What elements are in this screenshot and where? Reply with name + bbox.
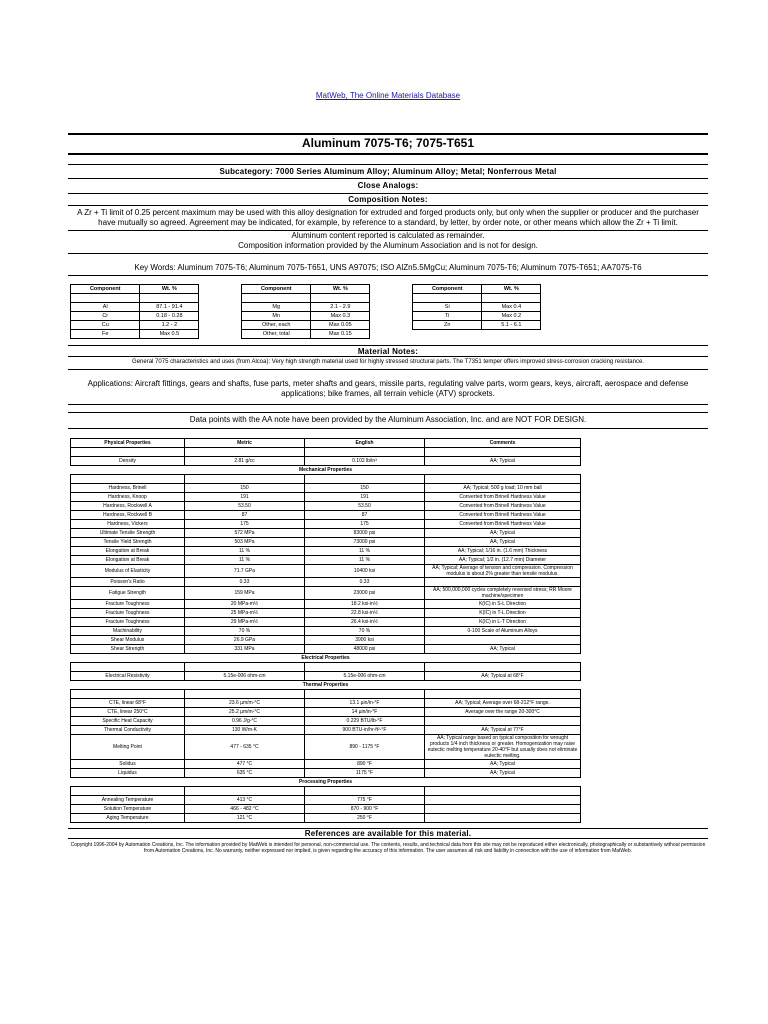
datapoints-note: Data points with the AA note have been provided by the Aluminum Association, Inc. and are NOT FOR DESIGN. (189, 415, 587, 424)
english-value: 0.229 BTU/lb-°F (305, 717, 425, 726)
metric-value: 53.50 (185, 502, 305, 511)
english-value: 870 - 900 °F (305, 805, 425, 814)
metric-value: 29 MPa-m½ (185, 618, 305, 627)
copyright-notice: Copyright 1996-2004 by Automation Creations, Inc. The information provided by MatWeb is intended for personal, non-commercial use. The contents, results, and technical data from this site may not be reproduced either electronically, photographically or substantively without permission from Automation Creations, Inc. No warranty, neither expressed nor implied, is given regarding the accuracy of this information. The user assumes all risk and liability in connection with the use of information from MatWeb. (70, 842, 706, 854)
property-row (71, 538, 581, 547)
composition-notes-line3: Composition information provided by the Aluminum Association and is not for design. (238, 241, 538, 250)
property-row (71, 600, 581, 609)
property-row (71, 760, 581, 769)
metric-value: 5.15e-006 ohm-cm (185, 672, 305, 681)
property-name: Poisson's Ratio (71, 578, 185, 587)
english-value: 0.102 lb/in³ (305, 457, 425, 466)
metric-value: 0.33 (185, 578, 305, 587)
metric-value: 130 W/m-K (185, 726, 305, 735)
composition-row: Cu 1.2 - 2 Other, each Max 0.05 Zn 5.1 - 6.1 (71, 321, 584, 330)
property-name: Electrical Resistivity (71, 672, 185, 681)
property-row (71, 502, 581, 511)
english-value: 191 (305, 493, 425, 502)
property-row (71, 587, 581, 600)
property-name: Elongation at Break (71, 556, 185, 565)
comment (425, 578, 581, 587)
properties-header-row: Physical Properties Metric English Comments (71, 439, 581, 448)
english-value: 14 µin/in-°F (305, 708, 425, 717)
english-value: 11 % (305, 556, 425, 565)
page-title: Aluminum 7075-T6; 7075-T651 (301, 136, 475, 150)
property-name: Hardness, Rockwell A (71, 502, 185, 511)
metric-value: 11 % (185, 556, 305, 565)
english-value: 0.33 (305, 578, 425, 587)
property-row (71, 457, 581, 466)
property-row (71, 556, 581, 565)
composition-notes-line2: Aluminum content reported is calculated as remainder. (291, 231, 485, 240)
applications: Applications: Aircraft fittings, gears and shafts, fuse parts, meter shafts and gears, missile parts, regulating valve parts, worm gears, keys, aircraft, aerospace and defense applications; bike frames, all terrain vehicle (ATV) sprockets. (87, 379, 689, 398)
property-row (71, 627, 581, 636)
property-row (71, 699, 581, 708)
english-value: 900 BTU-in/hr-ft²-°F (305, 726, 425, 735)
metric-value: 23.6 µm/m-°C (185, 699, 305, 708)
metric-value: 466 - 482 °C (185, 805, 305, 814)
metric-value: 2.81 g/cc (185, 457, 305, 466)
property-row (71, 484, 581, 493)
property-name: Thermal Conductivity (71, 726, 185, 735)
material-notes-heading: Material Notes: (357, 347, 419, 356)
comment: AA; 500,000,000 cycles completely reversed stress; RR Moore machine/specimen (425, 587, 581, 600)
divider (68, 275, 708, 276)
metric-value: 121 °C (185, 814, 305, 823)
comment: AA; Typical (425, 760, 581, 769)
metric-value: 413 °C (185, 796, 305, 805)
comment: 0-100 Scale of Aluminum Alloys (425, 627, 581, 636)
property-name: CTE, linear 68°F (71, 699, 185, 708)
property-name: Fatigue Strength (71, 587, 185, 600)
property-name: Annealing Temperature (71, 796, 185, 805)
property-name: Hardness, Knoop (71, 493, 185, 502)
english-value: 250 °F (305, 814, 425, 823)
metric-value: 11 % (185, 547, 305, 556)
property-row (71, 735, 581, 760)
metric-value: 175 (185, 520, 305, 529)
property-name: Hardness, Brinell (71, 484, 185, 493)
metric-value: 20 MPa-m½ (185, 600, 305, 609)
comment: AA; Typical; 500 g load; 10 mm ball (425, 484, 581, 493)
processing-heading: Processing Properties (71, 778, 581, 787)
properties-table (70, 438, 581, 823)
keywords: Key Words: Aluminum 7075-T6; Aluminum 7075-T651, UNS A97075; ISO AlZn5.5MgCu; Aluminum 7075-T6; Aluminum 7075-T651; AA7075-T6 (134, 263, 642, 272)
comment: K(IC) in L-T Direction (425, 618, 581, 627)
property-row (71, 769, 581, 778)
property-row (71, 796, 581, 805)
comment: Converted from Brinell Hardness Value (425, 511, 581, 520)
property-row (71, 805, 581, 814)
metric-value: 70 % (185, 627, 305, 636)
property-row (71, 814, 581, 823)
metric-value: 26.9 GPa (185, 636, 305, 645)
comment: K(IC) in S-L Direction (425, 600, 581, 609)
english-value: 18.2 ksi-in½ (305, 600, 425, 609)
property-name: Shear Strength (71, 645, 185, 654)
property-name: Hardness, Rockwell B (71, 511, 185, 520)
property-row (71, 565, 581, 578)
divider (68, 356, 708, 357)
english-value: 73000 psi (305, 538, 425, 547)
matweb-link[interactable]: MatWeb, The Online Materials Database (315, 91, 461, 100)
english-value: 48000 psi (305, 645, 425, 654)
metric-value: 71.7 GPa (185, 565, 305, 578)
comment: Converted from Brinell Hardness Value (425, 502, 581, 511)
property-name: Ultimate Tensile Strength (71, 529, 185, 538)
material-notes-text: General 7075 characteristics and uses (from Alcoa): Very high strength material used for highly stressed structural parts. The T7351 temper offers improved stress-corrosion cracking resistance. (132, 359, 644, 365)
comment (425, 636, 581, 645)
composition-row: Cr 0.18 - 0.28 Mn Max 0.3 Ti Max 0.2 (71, 312, 584, 321)
composition-header-row: Component Wt. % Component Wt. % Component Wt. % (71, 285, 584, 294)
composition-row: Fe Max 0.5 Other, total Max 0.15 (71, 330, 584, 339)
property-name: Fracture Toughness (71, 618, 185, 627)
comment: AA; Typical; 1/16 in. (1.6 mm) Thickness (425, 547, 581, 556)
comment: AA; Typical; Average of tension and compression. Compression modulus is about 2% greater than tensile modulus. (425, 565, 581, 578)
metric-value: 0.96 J/g-°C (185, 717, 305, 726)
english-value: 10400 ksi (305, 565, 425, 578)
property-name: Solution Temperature (71, 805, 185, 814)
electrical-heading: Electrical Properties (71, 654, 581, 663)
english-value: 26.4 ksi-in½ (305, 618, 425, 627)
thermal-heading: Thermal Properties (71, 681, 581, 690)
composition-notes-heading: Composition Notes: (348, 195, 428, 204)
comment: K(IC) in T-L Direction (425, 609, 581, 618)
metric-value: 635 °C (185, 769, 305, 778)
english-value: 70 % (305, 627, 425, 636)
english-value: 1175 °F (305, 769, 425, 778)
property-name: CTE, linear 250°C (71, 708, 185, 717)
property-row (71, 717, 581, 726)
comment (425, 814, 581, 823)
comment (425, 717, 581, 726)
property-row (71, 618, 581, 627)
comment: AA; Typical range based on typical composition for wrought products 1/4 inch thickness or greater. Homogenization may raise eutectic melting temperature 20-40°F but usually does not eliminate eutectic melting. (425, 735, 581, 760)
english-value: 5.15e-006 ohm-cm (305, 672, 425, 681)
property-row (71, 708, 581, 717)
property-name: Elongation at Break (71, 547, 185, 556)
references-note: References are available for this material. (304, 829, 472, 838)
comment: Converted from Brinell Hardness Value (425, 493, 581, 502)
composition-table (70, 284, 584, 339)
divider (68, 838, 708, 839)
composition-notes-text: A Zr + Ti limit of 0.25 percent maximum may be used with this alloy designation for extruded and forged products only, but only when the supplier or producer and the purchaser have mutually so agreed. Agreement may be indicated, for example, by reference to a standard, by letter, by order note, or other means which allow the Zr + Ti limit. (77, 208, 699, 227)
english-value: 83000 psi (305, 529, 425, 538)
close-analogs: Close Analogs: (357, 181, 419, 190)
divider (68, 253, 708, 254)
comment: Average over the range 20-300°C (425, 708, 581, 717)
metric-value: 331 MPa (185, 645, 305, 654)
property-row (71, 672, 581, 681)
metric-value: 503 MPa (185, 538, 305, 547)
divider (68, 205, 708, 206)
divider (68, 404, 708, 405)
datasheet-page (68, 0, 708, 854)
metric-value: 25.2 µm/m-°C (185, 708, 305, 717)
property-row (71, 547, 581, 556)
comment: AA; Typical; 1/2 in. (12.7 mm) Diameter (425, 556, 581, 565)
divider (68, 428, 708, 429)
english-value: 890 °F (305, 760, 425, 769)
comment: AA; Typical; Average over 68-212°F range. (425, 699, 581, 708)
english-value: 23000 psi (305, 587, 425, 600)
english-value: 150 (305, 484, 425, 493)
property-name: Tensile Yield Strength (71, 538, 185, 547)
metric-value: 150 (185, 484, 305, 493)
english-value: 11 % (305, 547, 425, 556)
property-name: Machinability (71, 627, 185, 636)
property-row (71, 511, 581, 520)
property-name: Hardness, Vickers (71, 520, 185, 529)
comment: Converted from Brinell Hardness Value (425, 520, 581, 529)
property-row (71, 609, 581, 618)
metric-value: 477 - 635 °C (185, 735, 305, 760)
mechanical-heading: Mechanical Properties (71, 466, 581, 475)
property-row (71, 578, 581, 587)
property-name: Melting Point (71, 735, 185, 760)
comment: AA; Typical at 77°F (425, 726, 581, 735)
metric-value: 191 (185, 493, 305, 502)
metric-value: 87 (185, 511, 305, 520)
composition-row: Al 87.1 - 91.4 Mg 2.1 - 2.9 Si Max 0.4 (71, 303, 584, 312)
property-name: Specific Heat Capacity (71, 717, 185, 726)
subcategory: Subcategory: 7000 Series Aluminum Alloy; Aluminum Alloy; Metal; Nonferrous Metal (219, 167, 557, 176)
property-row (71, 636, 581, 645)
english-value: 22.8 ksi-in½ (305, 609, 425, 618)
english-value: 13.1 µin/in-°F (305, 699, 425, 708)
english-value: 3900 ksi (305, 636, 425, 645)
comment: AA; Typical (425, 457, 581, 466)
property-name: Solidus (71, 760, 185, 769)
comment: AA; Typical (425, 529, 581, 538)
english-value: 87 (305, 511, 425, 520)
comment: AA; Typical (425, 645, 581, 654)
property-name: Aging Temperature (71, 814, 185, 823)
property-name: Modulus of Elasticity (71, 565, 185, 578)
metric-value: 159 MPa (185, 587, 305, 600)
property-name: Fracture Toughness (71, 600, 185, 609)
english-value: 175 (305, 520, 425, 529)
english-value: 775 °F (305, 796, 425, 805)
divider (68, 369, 708, 370)
property-row (71, 529, 581, 538)
property-name: Fracture Toughness (71, 609, 185, 618)
property-name: Shear Modulus (71, 636, 185, 645)
property-row (71, 520, 581, 529)
property-row (71, 645, 581, 654)
composition-spacer-row (71, 294, 584, 303)
comment: AA; Typical (425, 769, 581, 778)
comment (425, 796, 581, 805)
metric-value: 572 MPa (185, 529, 305, 538)
english-value: 890 - 1175 °F (305, 735, 425, 760)
english-value: 53.50 (305, 502, 425, 511)
metric-value: 25 MPa-m½ (185, 609, 305, 618)
comment: AA; Typical at 68°F (425, 672, 581, 681)
comment (425, 805, 581, 814)
property-row (71, 726, 581, 735)
property-name: Liquidus (71, 769, 185, 778)
comment: AA; Typical (425, 538, 581, 547)
property-name: Density (71, 457, 185, 466)
property-row (71, 493, 581, 502)
metric-value: 477 °C (185, 760, 305, 769)
